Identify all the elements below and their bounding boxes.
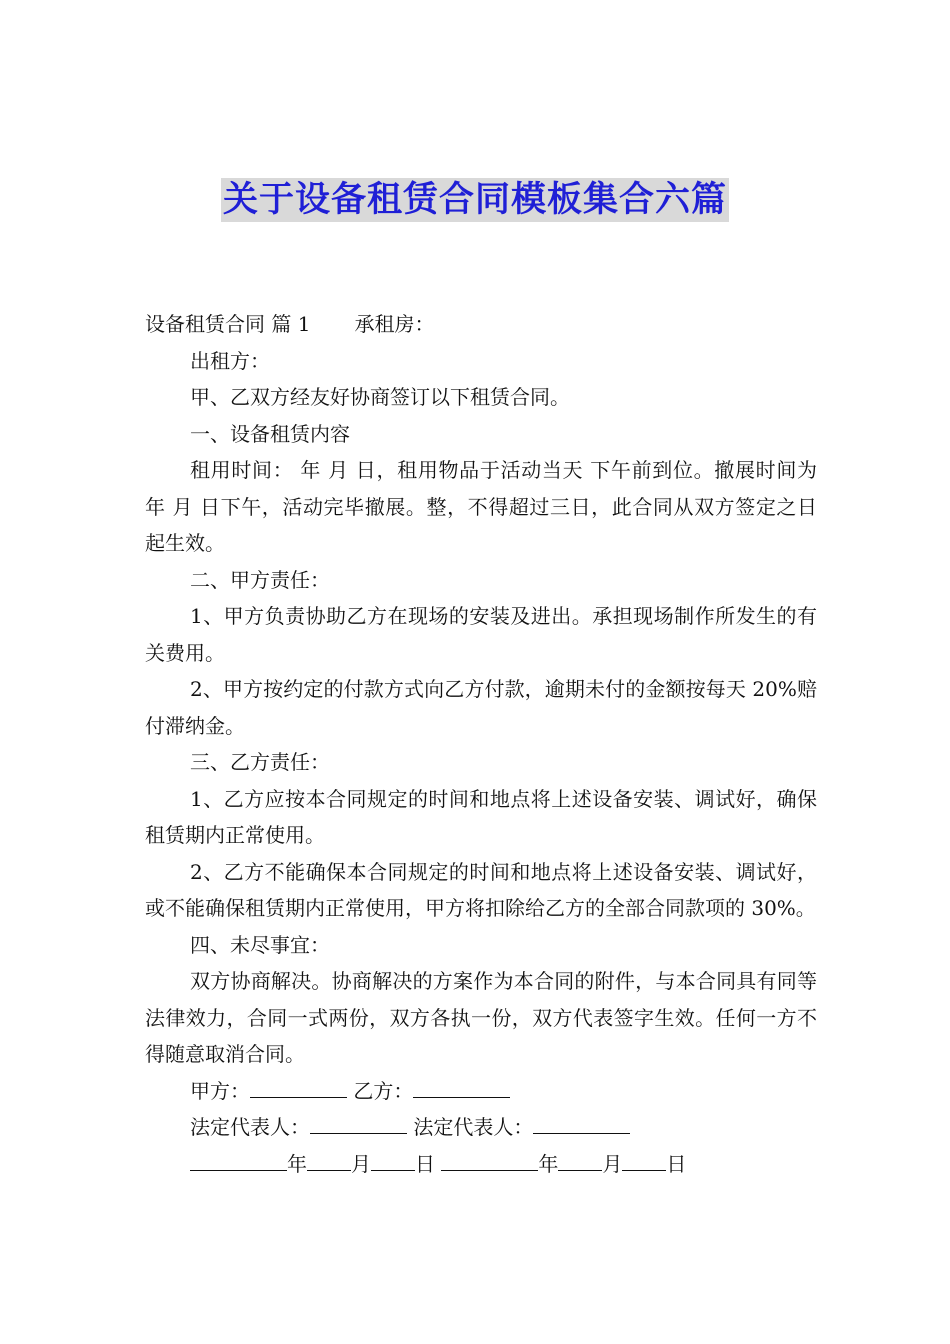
- date-b-month-label: 月: [602, 1151, 623, 1176]
- date-b-year-blank: [441, 1152, 538, 1171]
- signature-parties-line: [145, 1073, 817, 1110]
- paragraph-party-a-2: 2、甲方按约定的付款方式向乙方付款，逾期未付的金额按每天 20%赔付滞纳金。: [145, 677, 817, 738]
- legal-rep-b-label: 法定代表人：: [413, 1115, 534, 1139]
- title-wrap: [0, 178, 950, 222]
- date-a-year-label: 年: [287, 1151, 307, 1176]
- legal-rep-b-blank: [533, 1115, 630, 1134]
- section-heading-1: 一、设备租赁内容: [190, 421, 350, 446]
- lessee-label: 承租房：: [354, 312, 435, 336]
- date-b-day-label: 日: [666, 1151, 687, 1176]
- date-b-year-label: 年: [538, 1151, 559, 1176]
- signature-date-line: [145, 1146, 817, 1183]
- document-title: 关于设备租赁合同模板集合六篇: [222, 180, 727, 220]
- date-a-day-blank: [371, 1152, 415, 1171]
- contract-heading-line: [145, 306, 817, 343]
- party-a-label: 甲方：: [190, 1078, 250, 1103]
- date-a-year-blank: [190, 1152, 287, 1171]
- contract-heading: 设备租赁合同 篇 1: [145, 312, 311, 336]
- legal-rep-a-blank: [310, 1115, 407, 1134]
- document-body: [145, 306, 817, 1182]
- date-a-month-blank: [307, 1152, 351, 1171]
- date-b-day-blank: [622, 1152, 666, 1171]
- paragraph-lessor: 出租方：: [190, 348, 270, 373]
- party-a-blank: [250, 1079, 347, 1098]
- paragraph-party-a-1: 1、甲方负责协助乙方在现场的安装及进出。承担现场制作所发生的有关费用。: [145, 604, 817, 665]
- section-heading-4: 四、未尽事宜：: [190, 932, 330, 957]
- date-a-month-label: 月: [351, 1151, 371, 1176]
- party-b-blank: [413, 1079, 510, 1098]
- section-heading-2: 二、甲方责任：: [190, 567, 330, 592]
- paragraph-misc: 双方协商解决。协商解决的方案作为本合同的附件，与本合同具有同等法律效力，合同一式两份，双方各执一份，双方代表签字生效。任何一方不得随意取消合同。: [145, 969, 817, 1066]
- paragraph-party-b-2: 2、乙方不能确保本合同规定的时间和地点将上述设备安装、调试好，或不能确保租赁期内正常使用，甲方将扣除给乙方的全部合同款项的 30%。: [145, 859, 817, 920]
- paragraph-intro: 甲、乙双方经友好协商签订以下租赁合同。: [190, 385, 570, 409]
- party-b-label: 乙方：: [353, 1078, 414, 1103]
- paragraph-rental-time: 租用时间： 年 月 日，租用物品于活动当天 下午前到位。撤展时间为 年 月 日下午，活动完毕撤展。整，不得超过三日，此合同从双方签定之日起生效。: [145, 458, 817, 555]
- date-b-month-blank: [558, 1152, 602, 1171]
- legal-rep-a-label: 法定代表人：: [190, 1115, 310, 1139]
- signature-legal-rep-line: [145, 1109, 817, 1146]
- section-heading-3: 三、乙方责任：: [190, 750, 330, 774]
- paragraph-party-b-1: 1、乙方应按本合同规定的时间和地点将上述设备安装、调试好，确保租赁期内正常使用。: [145, 786, 817, 847]
- date-a-day-label: 日: [415, 1151, 435, 1176]
